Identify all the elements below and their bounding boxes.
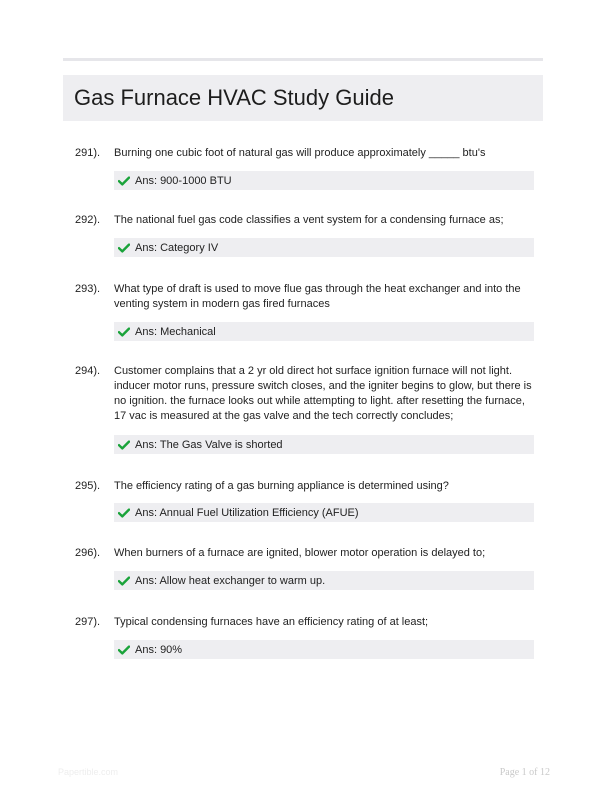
footer-watermark: Papertible.com [58, 767, 119, 777]
answer-text: Ans: Mechanical [135, 325, 216, 338]
checkmark-icon [118, 243, 130, 253]
question-number: 295). [75, 480, 101, 492]
answer-text: Ans: Allow heat exchanger to warm up. [135, 574, 326, 587]
answer-text: Ans: The Gas Valve is shorted [135, 438, 283, 451]
answer-text: Ans: Category IV [135, 241, 219, 254]
question-text: When burners of a furnace are ignited, blower motor operation is delayed to; [114, 547, 486, 559]
top-divider [63, 58, 543, 61]
answer-box [114, 171, 534, 190]
question-number: 296). [75, 547, 101, 559]
question-number: 297). [75, 616, 101, 628]
checkmark-icon [118, 440, 130, 450]
answer-text: Ans: 90% [135, 643, 183, 656]
answer-box [114, 503, 534, 522]
page-indicator: Page 1 of 12 [499, 767, 550, 778]
answer-text: Ans: 900-1000 BTU [135, 174, 232, 187]
question-number: 293). [75, 283, 101, 295]
question-text: Burning one cubic foot of natural gas will produce approximately _____ btu's [114, 147, 486, 159]
page-title: Gas Furnace HVAC Study Guide [74, 85, 394, 110]
question-text: The national fuel gas code classifies a vent system for a condensing furnace as; [114, 214, 504, 226]
checkmark-icon [118, 645, 130, 655]
checkmark-icon [118, 327, 130, 337]
question-number: 292). [75, 214, 101, 226]
question-text: Customer complains that a 2 yr old direct hot surface ignition furnace will not light. inducer motor runs, pressure switch closes, and the igniter begins to glow, but there is no ignition. the furnace looks out while attempting to light. after resetting the furnace, 17 vac is measured at the gas valve and the tech correctly concludes; [114, 365, 532, 422]
answer-box [114, 238, 534, 257]
answer-box [114, 571, 534, 590]
question-number: 291). [75, 147, 101, 159]
answer-text: Ans: Annual Fuel Utilization Efficiency (AFUE) [135, 506, 359, 519]
question-number: 294). [75, 365, 101, 377]
question-text: Typical condensing furnaces have an efficiency rating of at least; [114, 616, 429, 628]
question-text: The efficiency rating of a gas burning appliance is determined using? [114, 480, 449, 492]
title-bar [63, 75, 543, 121]
answer-box [114, 322, 534, 341]
checkmark-icon [118, 576, 130, 586]
checkmark-icon [118, 176, 130, 186]
answer-box [114, 640, 534, 659]
answer-box [114, 435, 534, 454]
question-text: What type of draft is used to move flue gas through the heat exchanger and into the venting system in modern gas fired furnaces [114, 283, 521, 310]
checkmark-icon [118, 508, 130, 518]
